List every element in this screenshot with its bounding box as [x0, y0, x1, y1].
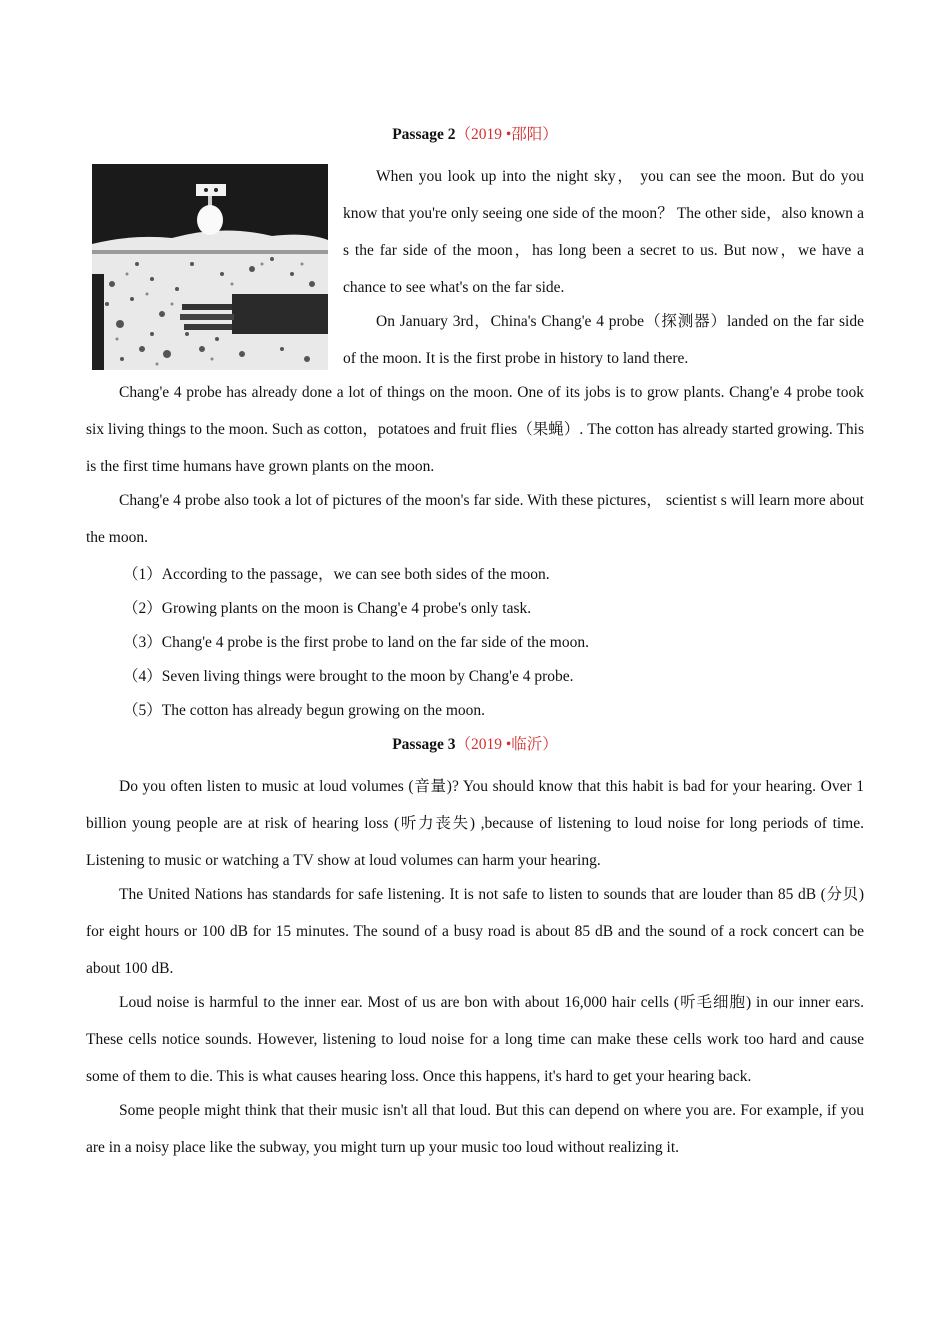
passage-2-statements [86, 564, 864, 722]
passage-3-paragraph-2: The United Nations has standards for safe listening. It is not safe to listen to sounds that are louder than 85 dB (分贝) for eight hours or 100 dB for 15 minutes. The sound of a busy road is about 85 dB and the sound of a rock concert can be about 100 dB. [86, 886, 864, 977]
passage-2-paragraph-4: Chang'e 4 probe also took a lot of pictures of the moon's far side. With these pictures， scientist s will learn more about the moon. [86, 492, 864, 546]
passage-3-paragraph-4: Some people might think that their music isn't all that loud. But this can depend on where you are. For example, if you are in a noisy place like the subway, you might turn up your music too loud without realizing it. [86, 1102, 864, 1156]
passage-3-title: Passage 3 [392, 736, 456, 753]
passage-2-source-tag: （2019 •邵阳） [455, 126, 558, 143]
statement-2: （2）Growing plants on the moon is Chang'e 4 probe's only task. [123, 600, 532, 617]
passage-3-heading [86, 734, 864, 756]
passage-2-paragraph-1: When you look up into the night sky， you can see the moon. But do you know that you're only seeing one side of the moon？ The other side，also known a s the far side of the moon，has long been a secret to us. But now，we have a chance to see what's on the far side. [343, 168, 864, 296]
statement-5: （5）The cotton has already begun growing on the moon. [123, 702, 486, 719]
moon-rover-image [92, 164, 328, 370]
passage-3-paragraph-1: Do you often listen to music at loud volumes (音量)? You should know that this habit is bad for your hearing. Over 1 billion young people are at risk of hearing loss (听力丧失) ,because of listening to loud noise for long periods of time. Listening to music or watching a TV show at loud volumes can harm your hearing. [86, 778, 864, 869]
passage-2-intro [86, 158, 864, 374]
passage-2-paragraph-3: Chang'e 4 probe has already done a lot of things on the moon. One of its jobs is to grow plants. Chang'e 4 probe took six living things to the moon. Such as cotton，potatoes and fruit flies（果蝇）. The cotton has already started growing. This is the first time humans have grown plants on the moon. [86, 384, 864, 475]
document-page [86, 124, 864, 1163]
statement-1: （1）According to the passage，we can see both sides of the moon. [123, 566, 550, 583]
passage-3-source-tag: （2019 •临沂） [455, 736, 558, 753]
passage-2-title: Passage 2 [392, 126, 456, 143]
moon-surface-photo [92, 164, 328, 370]
statement-3: （3）Chang'e 4 probe is the first probe to land on the far side of the moon. [123, 634, 589, 651]
passage-2-heading [86, 124, 864, 146]
passage-3-paragraph-3: Loud noise is harmful to the inner ear. Most of us are bon with about 16,000 hair cells (听毛细胞) in our inner ears. These cells notice sounds. However, listening to loud noise for a long time can make these cells work too hard and cause some of them to die. This is what causes hearing loss. Once this happens, it's hard to get your hearing back. [86, 994, 864, 1085]
statement-4: （4）Seven living things were brought to the moon by Chang'e 4 probe. [123, 668, 574, 685]
passage-2-paragraph-2: On January 3rd，China's Chang'e 4 probe（探测器）landed on the far side of the moon. It is the first probe in history to land there. [343, 313, 864, 367]
